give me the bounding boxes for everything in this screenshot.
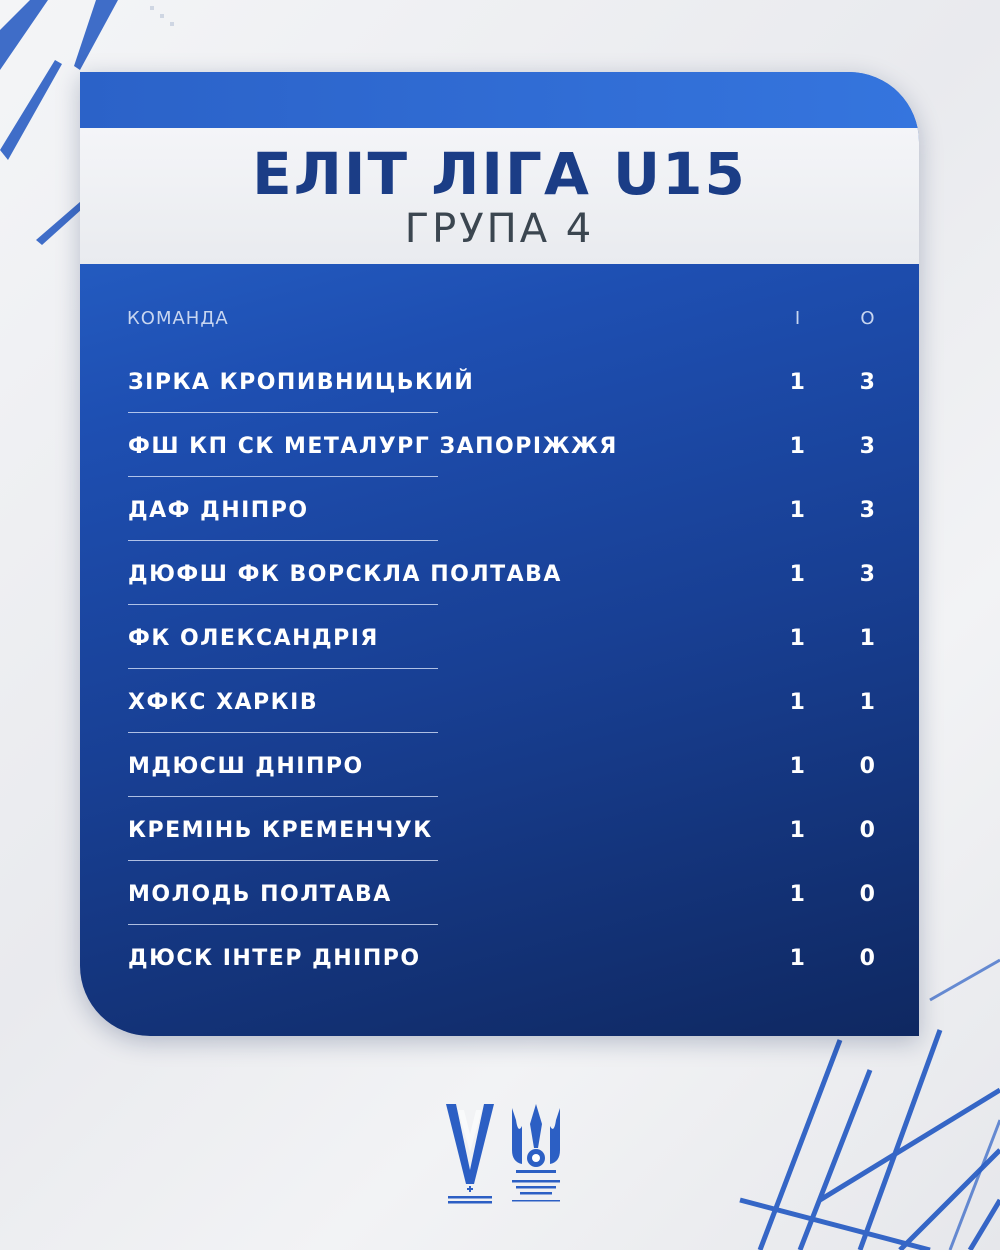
table-row	[80, 546, 919, 610]
column-header-points: О	[860, 308, 876, 329]
table-row	[80, 930, 919, 994]
team-name: ХФКС ХАРКІВ	[128, 690, 319, 715]
row-divider	[128, 924, 438, 925]
played-value: 1	[789, 754, 807, 779]
points-value: 3	[859, 370, 877, 395]
team-name: ДЮСК ІНТЕР ДНІПРО	[128, 946, 421, 971]
page-title: ЕЛІТ ЛІГА U15	[252, 140, 747, 208]
card-top-stripe	[80, 72, 919, 128]
played-value: 1	[789, 626, 807, 651]
row-divider	[128, 540, 438, 541]
row-divider	[128, 860, 438, 861]
row-divider	[128, 668, 438, 669]
played-value: 1	[789, 370, 807, 395]
group-subtitle: ГРУПА 4	[404, 206, 595, 252]
points-value: 1	[859, 690, 877, 715]
points-value: 1	[859, 626, 877, 651]
team-name: КРЕМІНЬ КРЕМЕНЧУК	[128, 818, 433, 843]
team-name: ФШ КП СК МЕТАЛУРГ ЗАПОРІЖЖЯ	[128, 434, 618, 459]
played-value: 1	[789, 946, 807, 971]
youth-league-logo-icon	[446, 1104, 494, 1204]
table-row	[80, 610, 919, 674]
footer-logos	[440, 1100, 570, 1210]
points-value: 0	[859, 754, 877, 779]
title-band	[80, 128, 919, 264]
team-name: ЗІРКА КРОПИВНИЦЬКИЙ	[128, 370, 475, 395]
row-divider	[128, 604, 438, 605]
played-value: 1	[789, 818, 807, 843]
team-name: МОЛОДЬ ПОЛТАВА	[128, 882, 392, 907]
played-value: 1	[789, 690, 807, 715]
table-row	[80, 674, 919, 738]
team-name: МДЮСШ ДНІПРО	[128, 754, 364, 779]
standings-card	[80, 72, 919, 1036]
table-row	[80, 418, 919, 482]
points-value: 3	[859, 434, 877, 459]
points-value: 3	[859, 562, 877, 587]
column-header-team: КОМАНДА	[127, 308, 229, 329]
table-row	[80, 738, 919, 802]
played-value: 1	[789, 882, 807, 907]
team-name: ДАФ ДНІПРО	[128, 498, 309, 523]
points-value: 0	[859, 946, 877, 971]
row-divider	[128, 476, 438, 477]
points-value: 0	[859, 818, 877, 843]
played-value: 1	[789, 434, 807, 459]
team-name: ДЮФШ ФК ВОРСКЛА ПОЛТАВА	[128, 562, 562, 587]
table-row	[80, 802, 919, 866]
row-divider	[128, 412, 438, 413]
table-row	[80, 482, 919, 546]
played-value: 1	[789, 498, 807, 523]
team-name: ФК ОЛЕКСАНДРІЯ	[128, 626, 379, 651]
column-header-played: І	[794, 308, 802, 329]
row-divider	[128, 796, 438, 797]
table-row	[80, 866, 919, 930]
points-value: 0	[859, 882, 877, 907]
row-divider	[128, 732, 438, 733]
table-header	[80, 304, 919, 334]
points-value: 3	[859, 498, 877, 523]
table-row	[80, 354, 919, 418]
uaf-trident-logo-icon	[512, 1104, 560, 1202]
played-value: 1	[789, 562, 807, 587]
